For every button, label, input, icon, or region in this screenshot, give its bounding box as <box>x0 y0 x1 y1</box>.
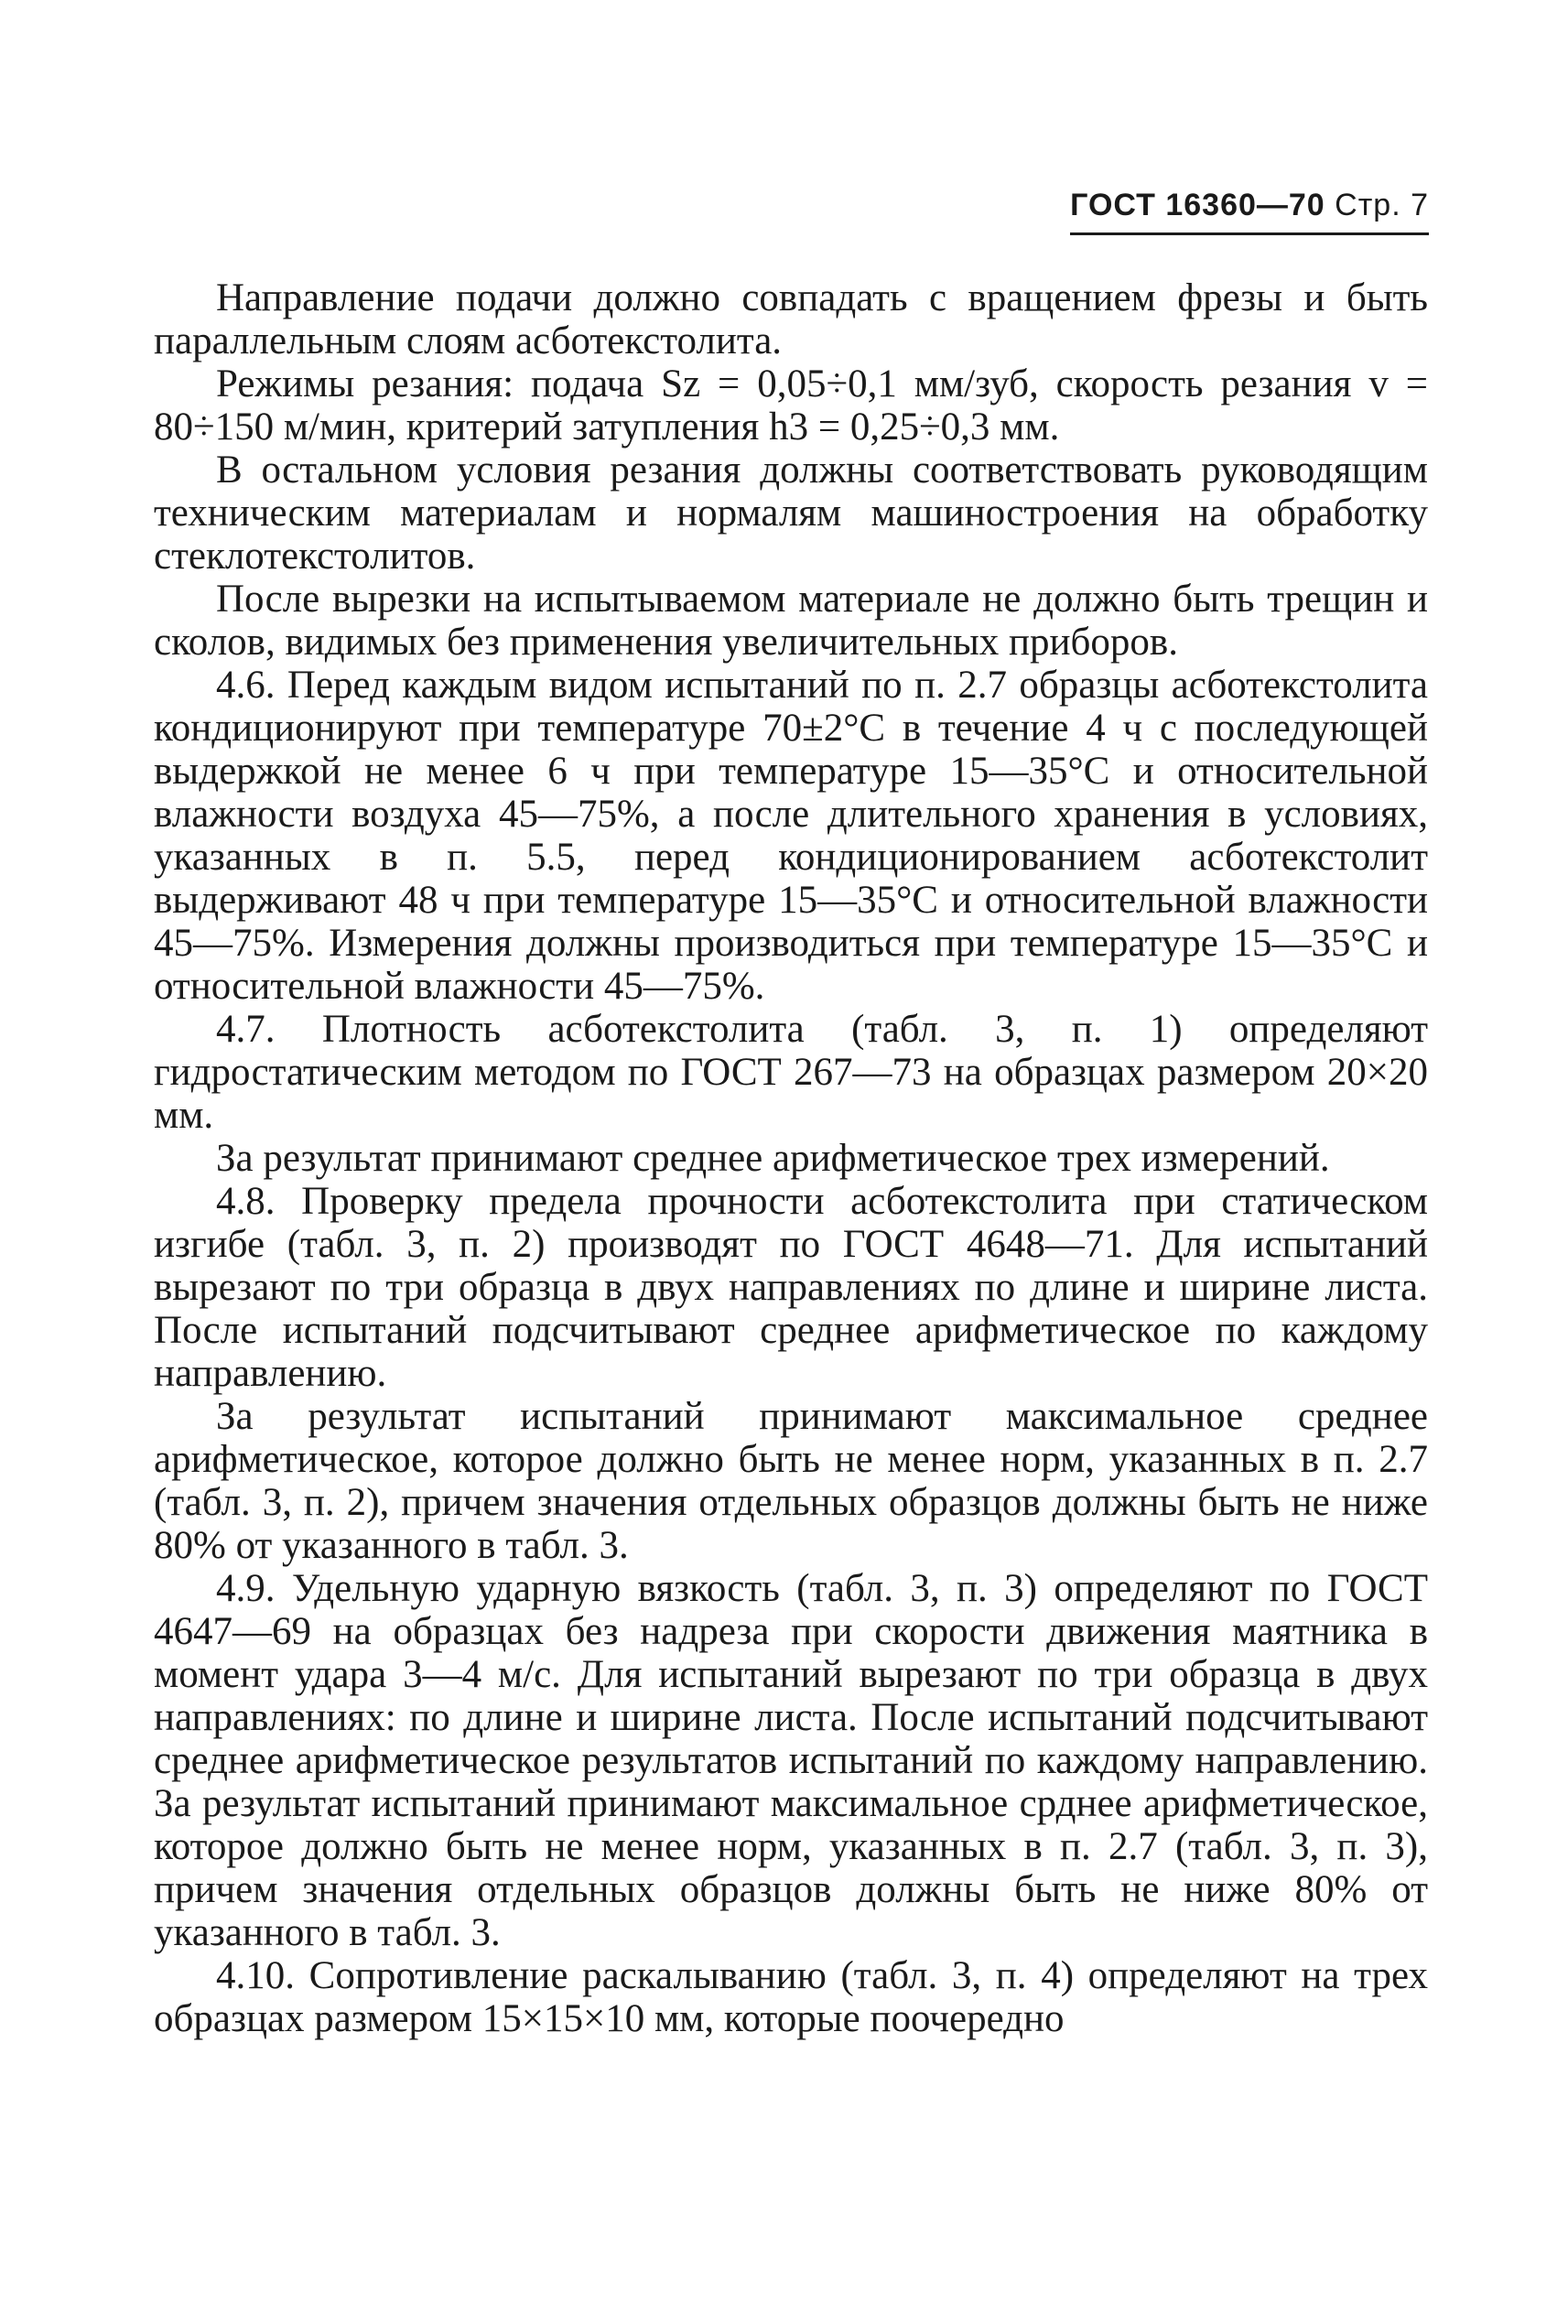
paragraph-result-density: За результат принимают среднее арифметическое трех измерений. <box>216 1137 1330 1180</box>
paragraph-result-bending: За результат испытаний принимают максимальное среднее арифметическое, которое должно быть не менее норм, указанных в п. 2.7 (табл. 3, п. 2), причем значения отдельных образцов должны быть не ниже 80% от указанного в табл. 3. <box>154 1395 1428 1567</box>
paragraph-feed-direction: Направление подачи должно совпадать с вращением фрезы и быть параллельным слоям асботекстолита. <box>154 276 1428 362</box>
paragraph-cutting-conditions: В остальном условия резания должны соответствовать руководящим техническим материалам и нормалям машиностроения на обработку стеклотекстолитов. <box>154 449 1428 578</box>
paragraph-clause-4-7: 4.7. Плотность асботекстолита (табл. 3, п. 1) определяют гидростатическим методом по ГОСТ 267—73 на образцах размером 20×20 мм. <box>154 1008 1428 1137</box>
paragraph-clause-4-6: 4.6. Перед каждым видом испытаний по п. 2.7 образцы асботекстолита кондиционируют при температуре 70±2°C в течение 4 ч с последующей выдержкой не менее 6 ч при температуре 15—35°C и относительной влажности воздуха 45—75%, а после длительного хранения в условиях, указанных в п. 5.5, перед кондиционированием асботекстолит выдерживают 48 ч при температуре 15—35°C и относительной влажности 45—75%. Измерения должны производиться при температуре 15—35°C и относительной влажности 45—75%. <box>154 664 1428 1008</box>
paragraph-clause-4-9: 4.9. Удельную ударную вязкость (табл. 3, п. 3) определяют по ГОСТ 4647—69 на образцах без надреза при скорости движения маятника в момент удара 3—4 м/с. Для испытаний вырезают по три образца в двух направлениях: по длине и ширине листа. После испытаний подсчитывают среднее арифметическое результатов испытаний по каждому направлению. За результат испытаний принимают максимальное срднее арифметическое, которое должно быть не менее норм, указанных в п. 2.7 (табл. 3, п. 3), причем значения отдельных образцов должны быть не ниже 80% от указанного в табл. 3. <box>154 1567 1428 1954</box>
paragraph-clause-4-8: 4.8. Проверку предела прочности асботекстолита при статическом изгибе (табл. 3, п. 2) производят по ГОСТ 4648—71. Для испытаний вырезают по три образца в двух направлениях по длине и ширине листа. После испытаний подсчитывают среднее арифметическое по каждому направлению. <box>154 1180 1428 1395</box>
paragraph-cutting-modes: Режимы резания: подача Sz = 0,05÷0,1 мм/зуб, скорость резания v = 80÷150 м/мин, критерий затупления h3 = 0,25÷0,3 мм. <box>154 362 1428 449</box>
paragraph-clause-4-10: 4.10. Сопротивление раскалыванию (табл. 3, п. 4) определяют на трех образцах размером 15×15×10 мм, которые поочередно <box>154 1954 1428 2040</box>
standard-number: ГОСТ 16360—70 <box>1070 188 1325 222</box>
running-header <box>1070 188 1429 235</box>
body-text <box>154 276 1428 2040</box>
paragraph-after-cutting: После вырезки на испытываемом материале не должно быть трещин и сколов, видимых без применения увеличительных приборов. <box>154 578 1428 664</box>
page-number: Стр. 7 <box>1335 188 1429 222</box>
